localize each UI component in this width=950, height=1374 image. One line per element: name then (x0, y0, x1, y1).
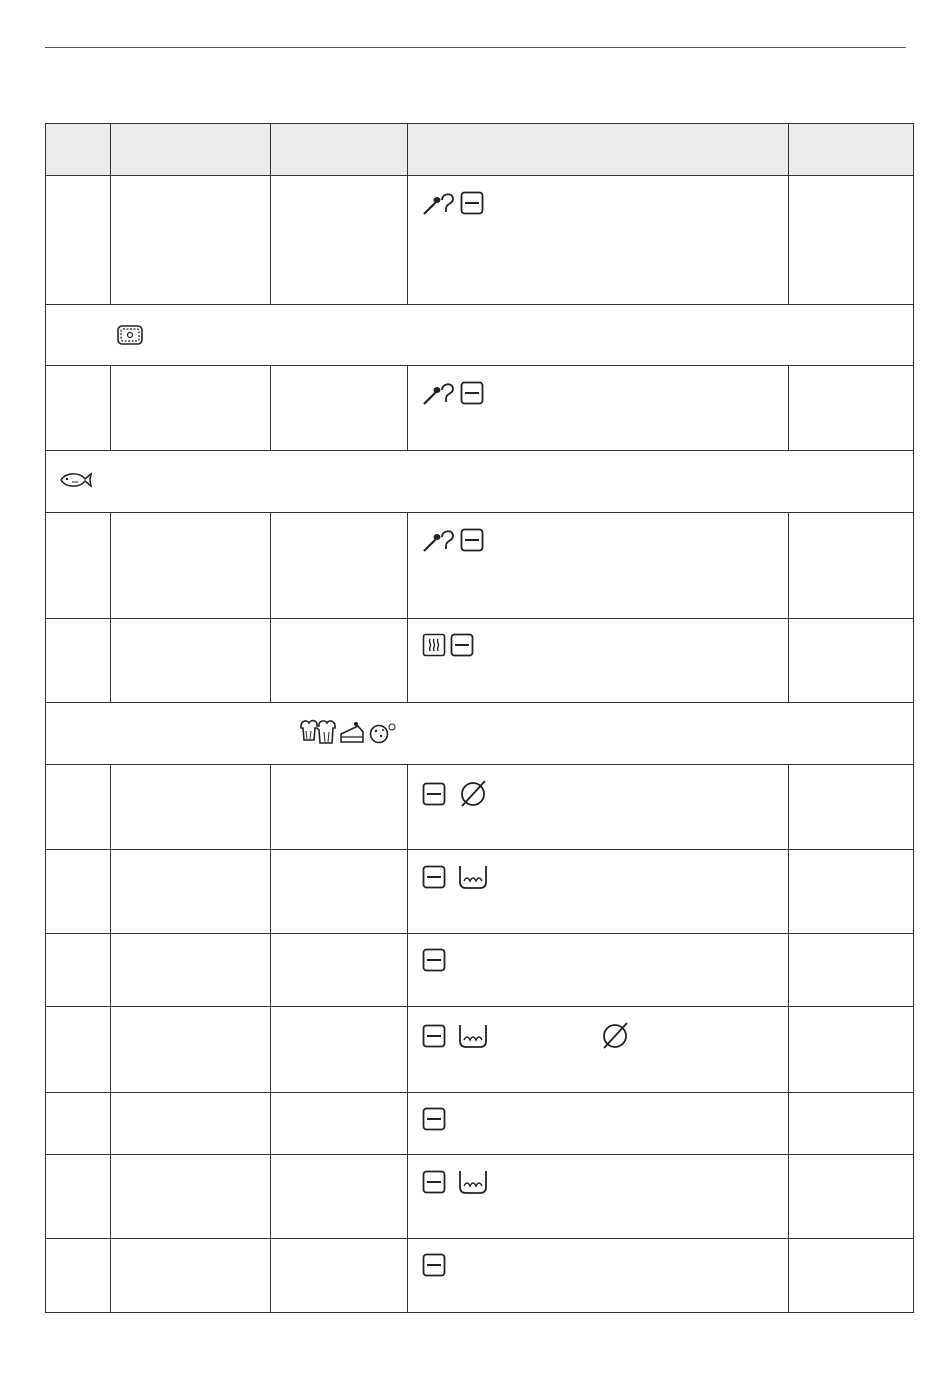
meat-tray-icon (116, 324, 144, 346)
header-cell-4 (408, 124, 789, 176)
header-cell-1 (46, 124, 111, 176)
bottom-heat-icon (422, 865, 446, 889)
bottom-heat-icon (460, 528, 484, 552)
bottom-heat-icon (422, 1253, 446, 1277)
diameter-icon (458, 779, 488, 809)
table-row (46, 619, 914, 703)
bottom-heat-icon (422, 1024, 446, 1048)
fish-icon (58, 471, 94, 489)
water-tray-icon (458, 1023, 488, 1049)
water-tray-icon (458, 864, 488, 890)
bottom-heat-icon (422, 1170, 446, 1194)
meat-probe-icon (422, 527, 456, 553)
muffin-cake-cookie-icon (298, 718, 398, 746)
meat-probe-icon (422, 380, 456, 406)
table-row (46, 934, 914, 1007)
bottom-heat-icon (422, 948, 446, 972)
top-rule (45, 47, 906, 48)
meat-probe-icon (422, 190, 456, 216)
steam-icon (422, 633, 446, 657)
header-cell-2 (111, 124, 271, 176)
bottom-heat-icon (422, 782, 446, 806)
table-row (46, 513, 914, 619)
table-row (46, 366, 914, 451)
bottom-heat-icon (450, 633, 474, 657)
diameter-icon (600, 1021, 630, 1051)
bottom-heat-icon (422, 1107, 446, 1131)
program-table (45, 123, 914, 1313)
section-row-baking (46, 703, 914, 765)
header-cell-3 (271, 124, 408, 176)
section-row-meat (46, 305, 914, 366)
table-row (46, 1239, 914, 1313)
table-row (46, 1093, 914, 1155)
bottom-heat-icon (460, 381, 484, 405)
water-tray-icon (458, 1169, 488, 1195)
table-row (46, 850, 914, 934)
table-row (46, 176, 914, 305)
bottom-heat-icon (460, 191, 484, 215)
table-header-row (46, 124, 914, 176)
header-cell-5 (789, 124, 914, 176)
table-row (46, 1155, 914, 1239)
section-row-fish (46, 451, 914, 513)
table-row (46, 1007, 914, 1093)
table-row (46, 765, 914, 850)
